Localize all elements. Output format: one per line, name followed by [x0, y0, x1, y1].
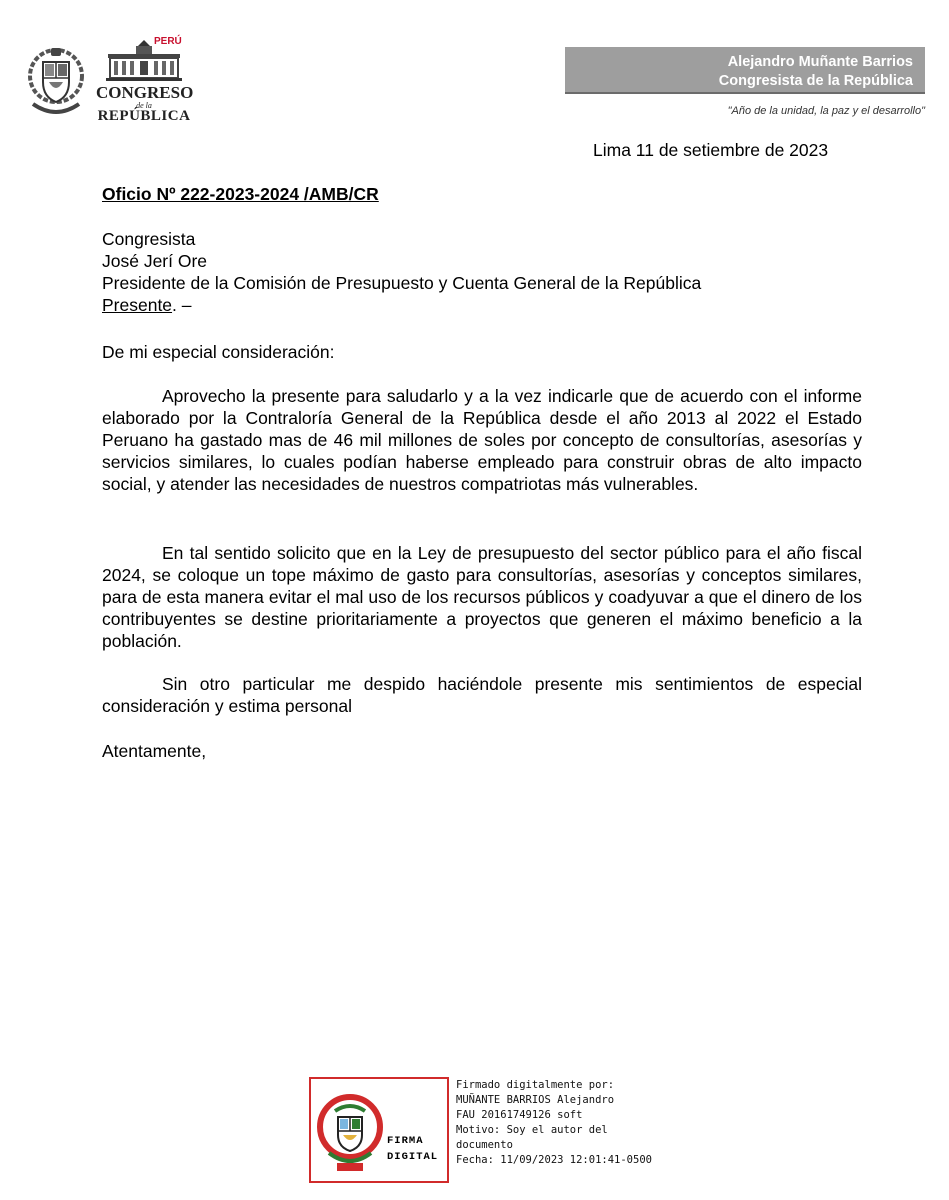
- oficio-reference: Oficio Nº 222-2023-2024 /AMB/CR: [102, 184, 379, 204]
- peru-emblem-icon: [315, 1083, 385, 1179]
- recipient-position: Presidente de la Comisión de Presupuesto y Cuenta General de la República: [102, 273, 702, 293]
- closing: Atentamente,: [102, 741, 207, 761]
- body-paragraph: [102, 385, 862, 495]
- digital-signature-stamp: [309, 1077, 449, 1183]
- paragraph-text: Sin otro particular me despido haciéndole presente mis sentimientos de especial consideración y estima personal: [102, 674, 862, 716]
- logo-congreso-word: CONGRESO: [96, 83, 194, 102]
- recipient-name: José Jerí Ore: [102, 251, 208, 271]
- year-motto: "Año de la unidad, la paz y el desarrollo": [727, 105, 925, 117]
- stamp-word-digital: DIGITAL: [387, 1151, 439, 1163]
- body-paragraph: [102, 542, 862, 652]
- logo-de-la-word: de la: [136, 101, 152, 110]
- recipient-presente-line: [102, 294, 701, 316]
- recipient-presente: Presente: [102, 295, 173, 315]
- congreso-logo: [96, 36, 192, 126]
- logo-republica-word: REPÚBLICA: [97, 108, 191, 124]
- signature-line: documento: [456, 1139, 513, 1151]
- date-line: Lima 11 de setiembre de 2023: [593, 140, 829, 160]
- congressman-name-box: [565, 47, 925, 94]
- body-paragraph: [102, 673, 862, 717]
- signature-line: MUÑANTE BARRIOS Alejandro: [456, 1094, 615, 1106]
- congressman-role: Congresista de la República: [718, 73, 913, 89]
- salutation: De mi especial consideración:: [102, 342, 335, 362]
- logo-peru-label: PERÚ: [154, 36, 182, 47]
- stamp-word-firma: FIRMA: [387, 1135, 424, 1147]
- signature-details: [456, 1078, 652, 1168]
- signature-line: Firmado digitalmente por:: [456, 1079, 615, 1091]
- signature-line: Motivo: Soy el autor del: [456, 1124, 608, 1136]
- paragraph-text: En tal sentido solicito que en la Ley de presupuesto del sector público para el año fiscal 2024, se coloque un tope máximo de gasto para consultorías, asesorías y conceptos similares, para de esta manera evitar el mal uso de los recursos públicos y coadyuvar a que el dinero de los contribuyentes se destine prioritariamente a proyectos que generen el máximo beneficio a la población.: [102, 543, 862, 651]
- recipient-title: Congresista: [102, 229, 196, 249]
- recipient-presente-suffix: . –: [172, 295, 192, 315]
- signature-line: FAU 20161749126 soft: [456, 1109, 583, 1121]
- paragraph-text: Aprovecho la presente para saludarlo y a la vez indicarle que de acuerdo con el informe elaborado por la Contraloría General de la República desde el año 2013 al 2022 el Estado Peruano ha gastado mas de 46 mil millones de soles por concepto de consultorías, asesorías y servicios similares, lo cuales podían haberse empleado para construir obras de alto impacto social, y atender las necesidades de nuestros compatriotas más vulnerables.: [102, 386, 862, 494]
- recipient-block: [102, 228, 701, 316]
- signature-line: Fecha: 11/09/2023 12:01:41-0500: [456, 1154, 652, 1166]
- peru-coat-of-arms-logo: [25, 42, 87, 122]
- congressman-name: Alejandro Muñante Barrios: [727, 54, 913, 70]
